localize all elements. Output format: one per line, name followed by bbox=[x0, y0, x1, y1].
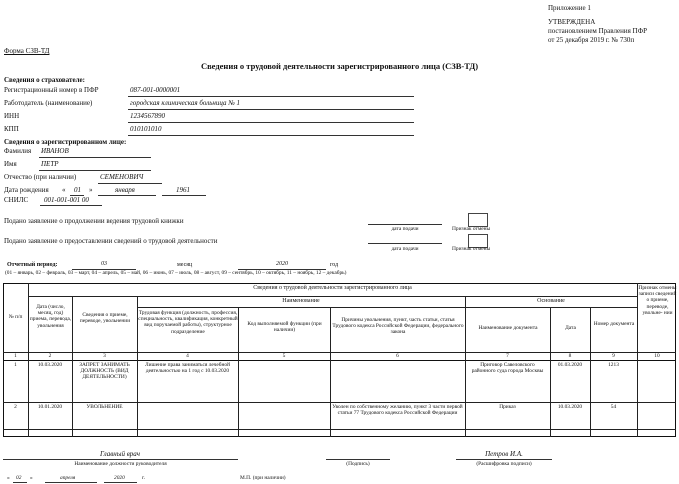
appendix-label: Приложение 1 bbox=[548, 4, 591, 12]
inn-label: ИНН bbox=[4, 112, 20, 120]
table-main-header: Сведения о трудовой деятельности зарегистрированного лица bbox=[253, 285, 412, 291]
surname-value[interactable]: ИВАНОВ bbox=[41, 147, 69, 155]
snils-value[interactable]: 001-001-001 00 bbox=[44, 196, 89, 204]
application1-date-caption: дата подачи bbox=[391, 226, 419, 232]
birth-date-label: Дата рождения bbox=[4, 186, 49, 194]
signatory-position-caption: Наименование должности руководителя bbox=[74, 461, 167, 467]
col-header-7: Наименование документа bbox=[478, 325, 538, 331]
row1-cell-2: 10.03.2020 bbox=[37, 362, 63, 368]
col-header-9: Номер документа bbox=[593, 321, 635, 327]
col-number-7: 7 bbox=[506, 353, 509, 359]
reg-number-value[interactable]: 087-001-0000001 bbox=[130, 86, 181, 94]
row2-cell-9: 54 bbox=[610, 404, 617, 410]
col-number-2: 2 bbox=[48, 353, 52, 359]
form-name: Форма СЗВ-ТД bbox=[4, 47, 50, 55]
row1-cell-8: 01.03.2020 bbox=[557, 362, 583, 368]
name-label: Имя bbox=[4, 160, 17, 168]
snils-label: СНИЛС bbox=[4, 196, 29, 204]
col-number-5: 5 bbox=[282, 353, 286, 359]
period-legend: (01 – январь, 02 – февраль, 03 – март, 04 – апрель, 05 – май, 06 – июнь, 07 – июль, 08 – август, 09 – сентябрь, 10 – октябрь, 11 – ноябрь, 12 – декабрь) bbox=[5, 270, 347, 276]
birth-quote-close: » bbox=[89, 186, 93, 194]
application1-cancel-caption: Признак отмены bbox=[452, 226, 491, 232]
col-number-9: 9 bbox=[612, 353, 615, 359]
application2-date-caption: дата подачи bbox=[391, 246, 419, 252]
sign-date-month[interactable]: апреля bbox=[60, 475, 76, 481]
employer-label: Работодатель (наименование) bbox=[4, 99, 93, 107]
period-month-value[interactable]: 03 bbox=[101, 261, 107, 267]
row2-cell-8: 10.03.2020 bbox=[557, 404, 583, 410]
application-info-label: Подано заявление о предоставлении сведений о трудовой деятельности bbox=[4, 237, 218, 245]
col-number-10: 10 bbox=[654, 353, 660, 359]
period-year-label: год bbox=[330, 262, 339, 268]
row1-cell-4: Лишение права заниматься лечебной деятельностью на 1 год с 10.03.2020 bbox=[145, 362, 230, 375]
col-header-5: Код выполняемой функции (при наличии) bbox=[247, 321, 322, 334]
kpp-value[interactable]: 010101010 bbox=[130, 125, 162, 133]
birth-day-value[interactable]: 01 bbox=[74, 186, 81, 194]
row1-cell-9: 1213 bbox=[608, 362, 619, 368]
table-group-name: Наименование bbox=[282, 298, 320, 304]
row2-cell-6: Уволен по собственному желанию, пункт 3 части первой статьи 77 Трудового кодекса Российской Федерации bbox=[332, 404, 463, 417]
sign-date-quote-close: » bbox=[30, 475, 33, 481]
patronymic-value[interactable]: СЕМЕНОВИЧ bbox=[100, 173, 144, 181]
col-number-3: 3 bbox=[103, 353, 106, 359]
signature-caption: (Подпись) bbox=[346, 461, 370, 467]
col-number-8: 8 bbox=[568, 353, 572, 359]
approved-label: УТВЕРЖДЕНА bbox=[548, 18, 596, 26]
col-header-6: Причины увольнения, пункт, часть статьи, статья Трудового кодекса Российской Федерации, федерального закона bbox=[332, 317, 464, 336]
name-value[interactable]: ПЕТР bbox=[41, 160, 59, 168]
approved-by: постановлением Правления ПФР bbox=[548, 27, 648, 35]
page-title: Сведения о трудовой деятельности зарегистрированного лица (СЗВ-ТД) bbox=[200, 61, 479, 71]
sign-date-suffix: г. bbox=[142, 475, 145, 481]
application1-cancel-checkbox[interactable] bbox=[468, 213, 488, 227]
row1-cell-3: ЗАПРЕТ ЗАНИМАТЬ ДОЛЖНОСТЬ (ВИД ДЕЯТЕЛЬНОСТИ) bbox=[79, 362, 130, 381]
birth-quote-open: « bbox=[62, 186, 66, 194]
reg-number-label: Регистрационный номер в ПФР bbox=[4, 86, 99, 94]
row2-cell-1: 2 bbox=[14, 404, 17, 410]
insurer-section-title: Сведения о страхователе: bbox=[4, 76, 85, 84]
application2-cancel-caption: Признак отмены bbox=[452, 246, 491, 252]
patronymic-label: Отчество (при наличии) bbox=[4, 173, 77, 181]
sign-date-year[interactable]: 2020 bbox=[114, 475, 125, 481]
period-month-label: месяц bbox=[177, 262, 193, 268]
person-section-title: Сведения о зарегистрированном лице: bbox=[4, 138, 127, 146]
col-header-3: Сведения о приеме, переводе, увольнении bbox=[79, 312, 131, 325]
signatory-name-caption: (Расшифровка подписи) bbox=[476, 461, 532, 467]
row1-cell-7: Приговор Савеловского районного суда города Москвы bbox=[471, 362, 544, 375]
period-label: Отчетный период: bbox=[7, 262, 58, 268]
col-header-1: № п/п bbox=[8, 314, 23, 320]
row1-cell-1: 1 bbox=[14, 362, 17, 368]
sign-date-day[interactable]: 02 bbox=[16, 475, 22, 481]
col-header-8: Дата bbox=[565, 325, 576, 331]
birth-year-value[interactable]: 1961 bbox=[176, 186, 190, 194]
application-workbook-label: Подано заявление о продолжении ведения трудовой книжки bbox=[4, 217, 184, 225]
col-header-10: Признак отмены записи сведений о приеме, переводе, увольне- нии bbox=[638, 285, 677, 316]
stamp-label: М.П. (при наличии) bbox=[240, 475, 286, 481]
signatory-name-value[interactable]: Петров И.А. bbox=[485, 450, 523, 458]
period-year-value[interactable]: 2020 bbox=[276, 261, 288, 267]
inn-value[interactable]: 1234567890 bbox=[130, 112, 165, 120]
employer-value[interactable]: городская клиническая больница № 1 bbox=[130, 99, 241, 107]
sign-date-quote-open: « bbox=[7, 475, 10, 481]
col-header-4: Трудовая функция (должность, профессия, специальность, квалификация, конкретный вид поручаемой работы), структурное подразделение bbox=[138, 310, 238, 335]
table-group-basis: Основание bbox=[537, 298, 565, 304]
col-number-6: 6 bbox=[396, 353, 399, 359]
col-number-4: 4 bbox=[186, 353, 189, 359]
row2-cell-7: Приказ bbox=[499, 404, 516, 410]
kpp-label: КПП bbox=[4, 125, 19, 133]
row2-cell-2: 10.01.2020 bbox=[37, 404, 63, 410]
col-header-2: Дата (число, месяц, год) приема, перевода, увольнения bbox=[29, 304, 72, 329]
row2-cell-3: УВОЛЬНЕНИЕ bbox=[86, 404, 123, 410]
birth-month-value[interactable]: января bbox=[115, 186, 135, 194]
col-number-1: 1 bbox=[14, 353, 17, 359]
surname-label: Фамилия bbox=[4, 147, 32, 155]
approved-date: от 25 декабря 2019 г. № 730п bbox=[548, 36, 635, 44]
signatory-position-value[interactable]: Главный врач bbox=[99, 450, 141, 458]
